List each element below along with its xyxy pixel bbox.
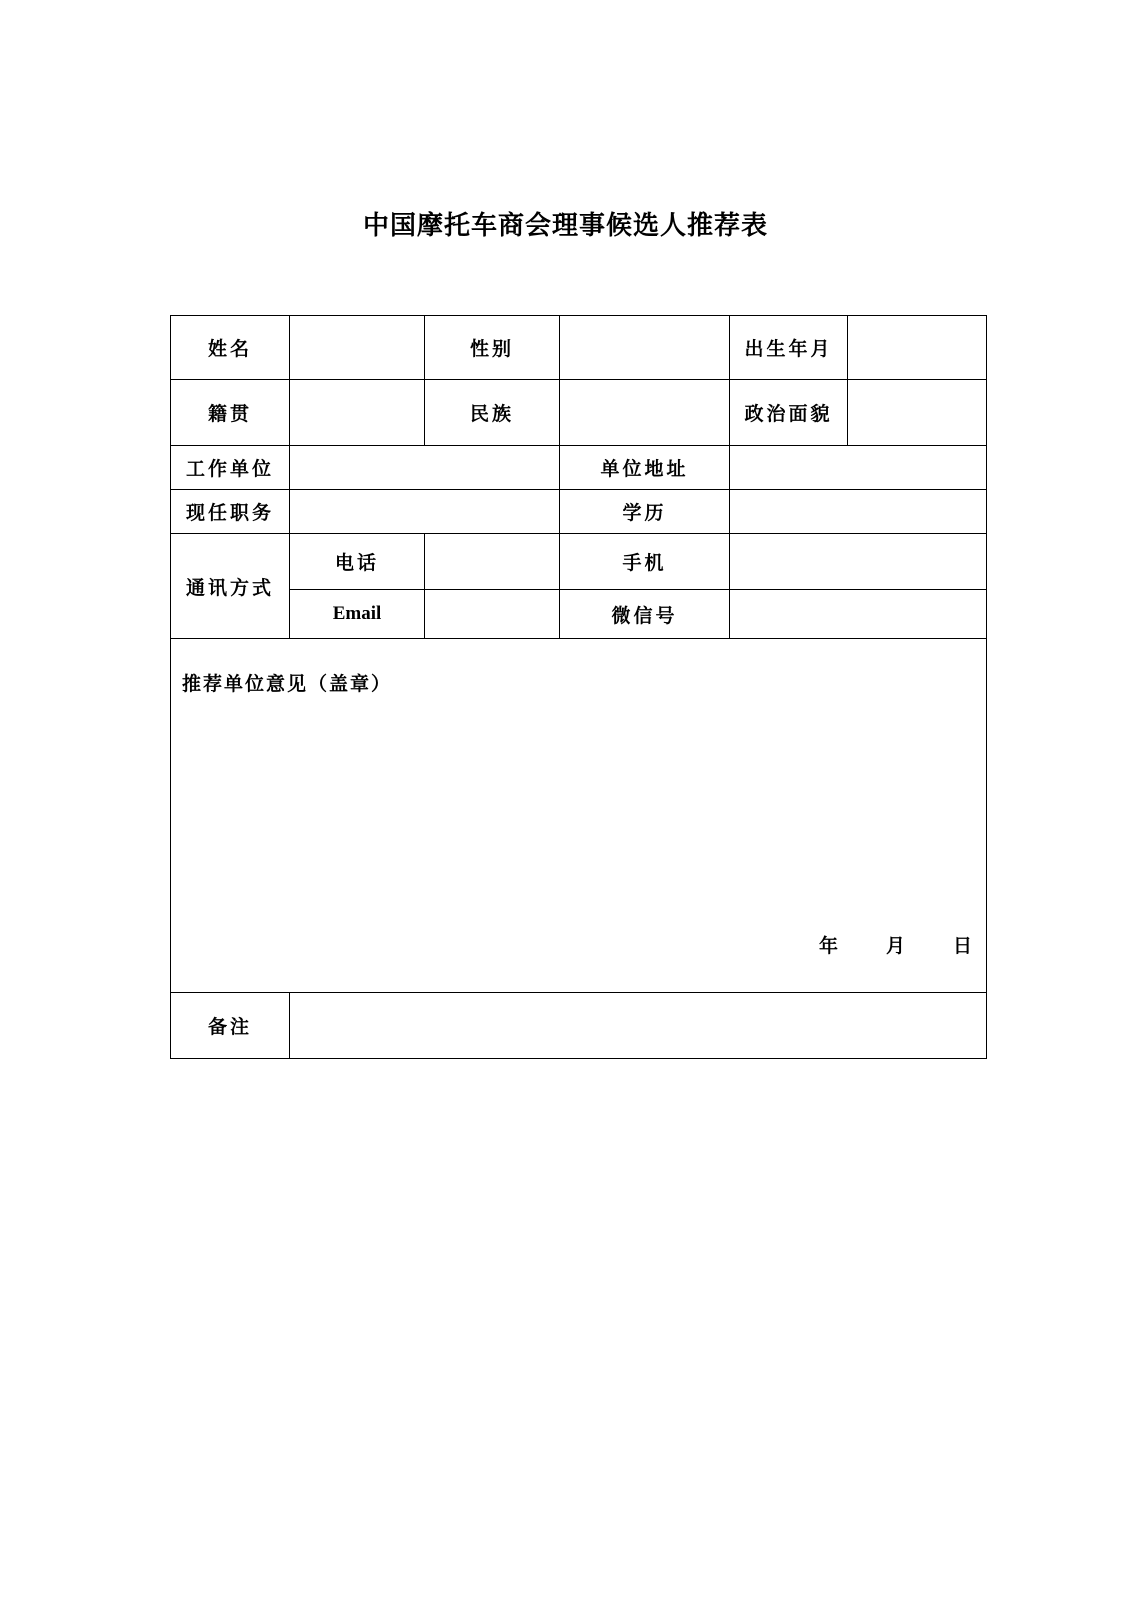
political-label: 政治面貌 (730, 380, 848, 446)
education-label: 学历 (560, 490, 730, 534)
position-field[interactable] (290, 490, 560, 534)
employer-address-label: 单位地址 (560, 446, 730, 490)
phone-field[interactable] (425, 534, 560, 590)
gender-field[interactable] (560, 316, 730, 380)
wechat-label: 微信号 (560, 590, 730, 639)
position-label: 现任职务 (171, 490, 290, 534)
table-row (171, 446, 987, 490)
birth-label: 出生年月 (730, 316, 848, 380)
opinion-field[interactable] (171, 639, 987, 993)
employer-address-field[interactable] (730, 446, 987, 490)
ethnicity-field[interactable] (560, 380, 730, 446)
education-field[interactable] (730, 490, 987, 534)
opinion-label: 推荐单位意见（盖章） (182, 673, 393, 695)
contact-label: 通讯方式 (171, 534, 290, 639)
wechat-field[interactable] (730, 590, 987, 639)
table-row (171, 316, 987, 380)
birth-field[interactable] (848, 316, 987, 380)
table-row (171, 590, 987, 639)
table-row (171, 993, 987, 1059)
gender-label: 性别 (425, 316, 560, 380)
name-field[interactable] (290, 316, 425, 380)
native-field[interactable] (290, 380, 425, 446)
mobile-field[interactable] (730, 534, 987, 590)
phone-label: 电话 (290, 534, 425, 590)
year-label: 年 (818, 935, 838, 957)
month-label: 月 (885, 935, 905, 957)
table-row (171, 534, 987, 590)
political-field[interactable] (848, 380, 987, 446)
name-label: 姓名 (171, 316, 290, 380)
recommendation-form-table (170, 315, 987, 1059)
remarks-field[interactable] (290, 993, 987, 1059)
email-field[interactable] (425, 590, 560, 639)
employer-field[interactable] (290, 446, 560, 490)
ethnicity-label: 民族 (425, 380, 560, 446)
table-row (171, 490, 987, 534)
employer-label: 工作单位 (171, 446, 290, 490)
remarks-label: 备注 (171, 993, 290, 1059)
day-label: 日 (952, 935, 972, 957)
email-label: Email (290, 590, 425, 639)
mobile-label: 手机 (560, 534, 730, 590)
table-row (171, 639, 987, 993)
table-row (171, 380, 987, 446)
date-line (819, 931, 972, 958)
native-label: 籍贯 (171, 380, 290, 446)
page-title: 中国摩托车商会理事候选人推荐表 (362, 211, 768, 241)
